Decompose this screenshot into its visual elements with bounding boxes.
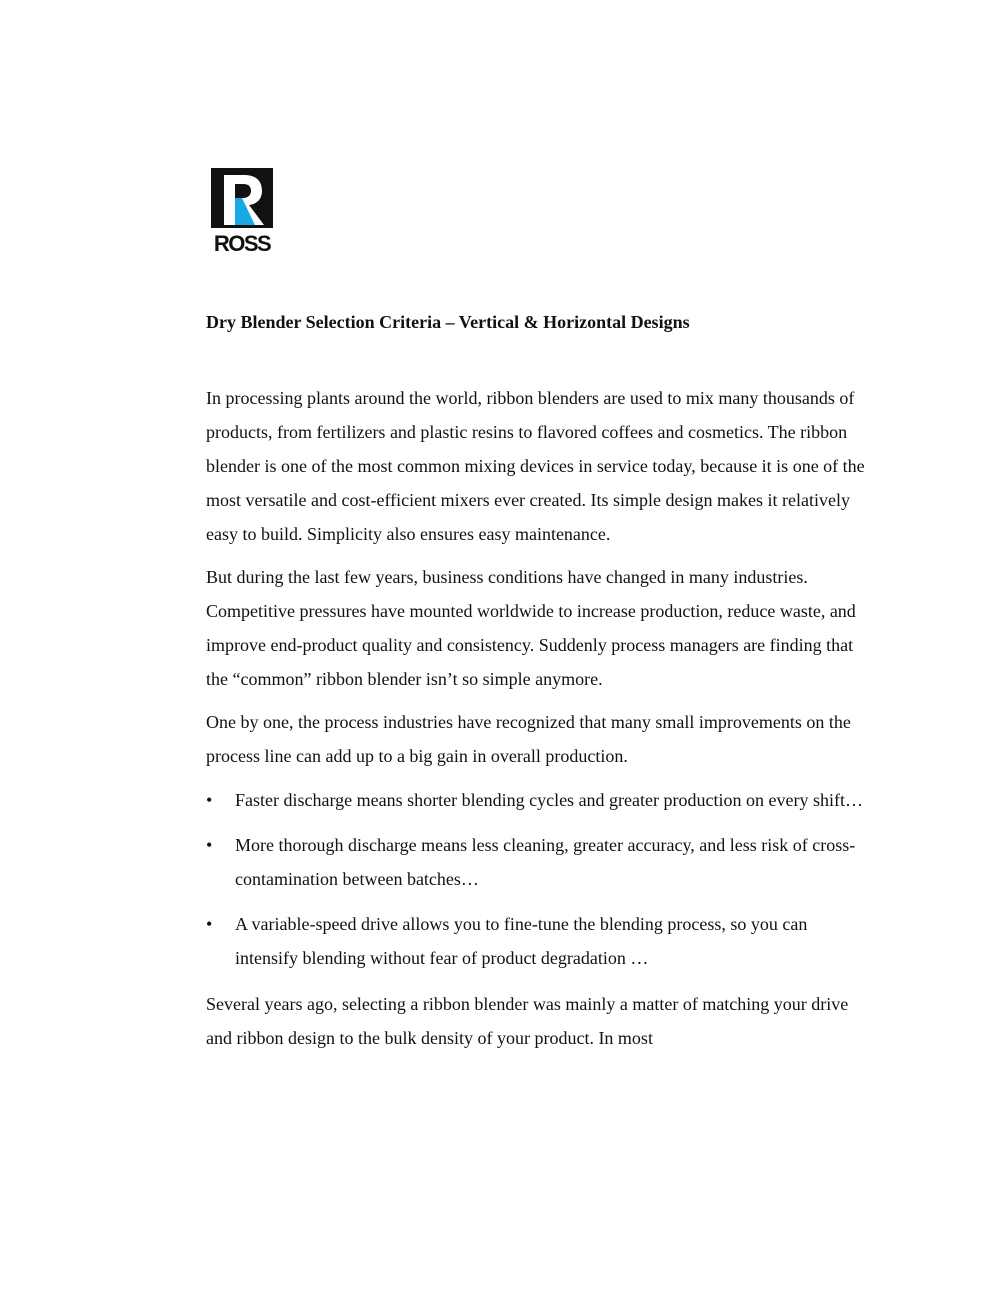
ross-logo	[211, 168, 273, 260]
paragraph-intro: In processing plants around the world, ribbon blenders are used to mix many thousands of products, from fertilizers and plastic resins to flavored coffees and cosmetics. The ribbon blender is one of the most common mixing devices in service today, because it is one of the most versatile and cost-efficient mixers ever created. Its simple design makes it relatively easy to build. Simplicity also ensures easy maintenance.	[206, 388, 865, 544]
list-item	[206, 783, 866, 817]
bullet-icon: •	[206, 835, 213, 855]
list-item	[206, 907, 866, 975]
paragraph-business-conditions: But during the last few years, business conditions have changed in many industries. Competitive pressures have mounted worldwide to increase production, reduce waste, and improve end-product quality and consistency. Suddenly process managers are finding that the “common” ribbon blender isn’t so simple anymore.	[206, 567, 856, 689]
ross-r-emblem-icon	[211, 168, 273, 228]
logo-wordmark: ROSS	[213, 231, 271, 256]
benefit-list	[206, 783, 866, 975]
document-title: Dry Blender Selection Criteria – Vertical & Horizontal Designs	[206, 312, 690, 332]
document-body	[206, 381, 866, 1064]
bullet-icon: •	[206, 790, 213, 810]
list-item-text: More thorough discharge means less cleaning, greater accuracy, and less risk of cross-contamination between batches…	[235, 835, 856, 889]
bullet-icon: •	[206, 914, 213, 934]
list-item-text: Faster discharge means shorter blending cycles and greater production on every shift…	[235, 790, 863, 810]
paragraph-improvements: One by one, the process industries have recognized that many small improvements on the process line can add up to a big gain in overall production.	[206, 712, 851, 766]
paragraph-closing: Several years ago, selecting a ribbon blender was mainly a matter of matching your drive and ribbon design to the bulk density of your product. In most	[206, 994, 849, 1048]
list-item-text: A variable-speed drive allows you to fine-tune the blending process, so you can intensify blending without fear of product degradation …	[235, 914, 808, 968]
list-item	[206, 828, 866, 896]
